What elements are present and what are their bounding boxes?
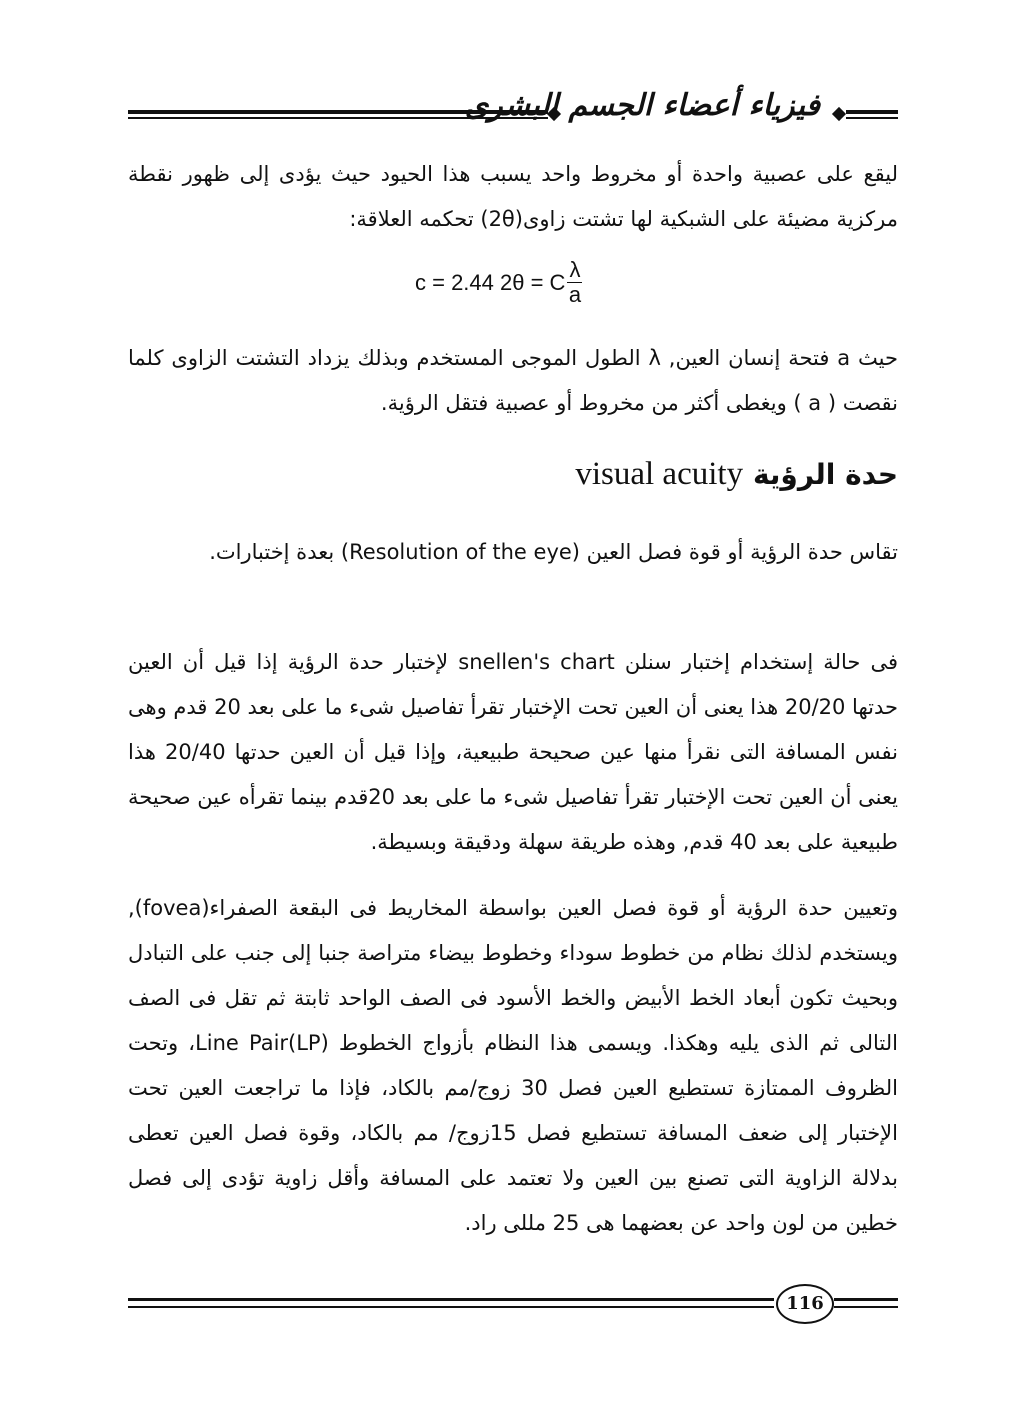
paragraph-resolution-tests: تقاس حدة الرؤية أو قوة فصل العين (Resolution of the eye) بعدة إختبارات. [209, 540, 898, 564]
paragraph-line-pairs: وتعيين حدة الرؤية أو قوة فصل العين بواسطة المخاريط فى البقعة الصفراء(fovea), ويستخدم لذلك نظام من خطوط سوداء وخطوط بيضاء متراصة جنبا إلى جنب على التبادل وبحيث تكون أبعاد الخط الأبيض والخط الأسود فى الصف الواحد ثابتة ثم تقل فى الصف التالى ثم الذى يليه وهكذا. ويسمى هذا النظام بأزواج الخطوط Line Pair(LP)، وتحت الظروف الممتازة تستطيع العين فصل 30 زوج/مم بالكاد، فإذا ما تراجعت العين تحت الإختبار إلى ضعف المسافة تستطيع فصل 15زوج/ مم بالكاد، وقوة فصل العين تعطى بدلالة الزاوية التى تصنع بين العين ولا تعتمد على المسافة وأقل زاوية تؤدى إلى فصل خطين من لون واحد عن بعضهما هى 25 مللى راد. [128, 896, 898, 1235]
footer-rule-left-thin [128, 1306, 774, 1308]
page-header [128, 86, 898, 136]
header-title: فيزياء أعضاء الجسم البشرى [464, 88, 820, 123]
footer-rule-left [128, 1298, 774, 1301]
formula-lhs: c = 2.44 2θ = C [415, 269, 566, 295]
formula-resolution [415, 258, 582, 307]
section-heading-english: visual acuity [575, 456, 744, 492]
header-rule-right [846, 110, 898, 114]
paragraph-diffraction: ليقع على عصبية واحدة أو مخروط واحد يسبب هذا الحيود حيث يؤدى إلى ظهور نقطة مركزية مضيئة على الشبكية لها تشتت زاوى(2θ) تحكمه العلاقة: [128, 162, 898, 231]
formula-fraction [567, 258, 582, 307]
section-heading-arabic: حدة الرؤية [752, 458, 898, 491]
section-heading-visual-acuity [575, 456, 898, 493]
page-number: 116 [776, 1284, 834, 1324]
header-diamond-right [832, 107, 846, 121]
header-rule-right-thin [846, 117, 898, 119]
footer-rule-right [834, 1298, 898, 1301]
formula-denominator: a [568, 282, 582, 307]
paragraph-aperture: حيث a فتحة إنسان العين, λ الطول الموجى المستخدم وبذلك يزداد التشتت الزاوى كلما نقصت ( a ) ويغطى أكثر من مخروط أو عصبية فتقل الرؤية. [128, 346, 898, 415]
paragraph-snellen-chart: فى حالة إستخدام إختبار سنلن snellen's chart لإختبار حدة الرؤية إذا قيل أن العين حدتها 20/20 هذا يعنى أن العين تحت الإختبار تقرأ تفاصيل شىء ما على بعد 20 قدم وهى نفس المسافة التى نقرأ منها عين صحيحة طبيعية، وإذا قيل أن العين حدتها 20/40 هذا يعنى أن العين تحت الإختبار تقرأ تفاصيل شىء ما على بعد 20قدم بينما تقرأه عين صحيحة طبيعية على بعد 40 قدم, وهذه طريقة سهلة ودقيقة وبسيطة. [128, 650, 899, 854]
page-footer [128, 1284, 898, 1328]
formula-numerator: λ [569, 257, 581, 282]
footer-rule-right-thin [834, 1306, 898, 1308]
